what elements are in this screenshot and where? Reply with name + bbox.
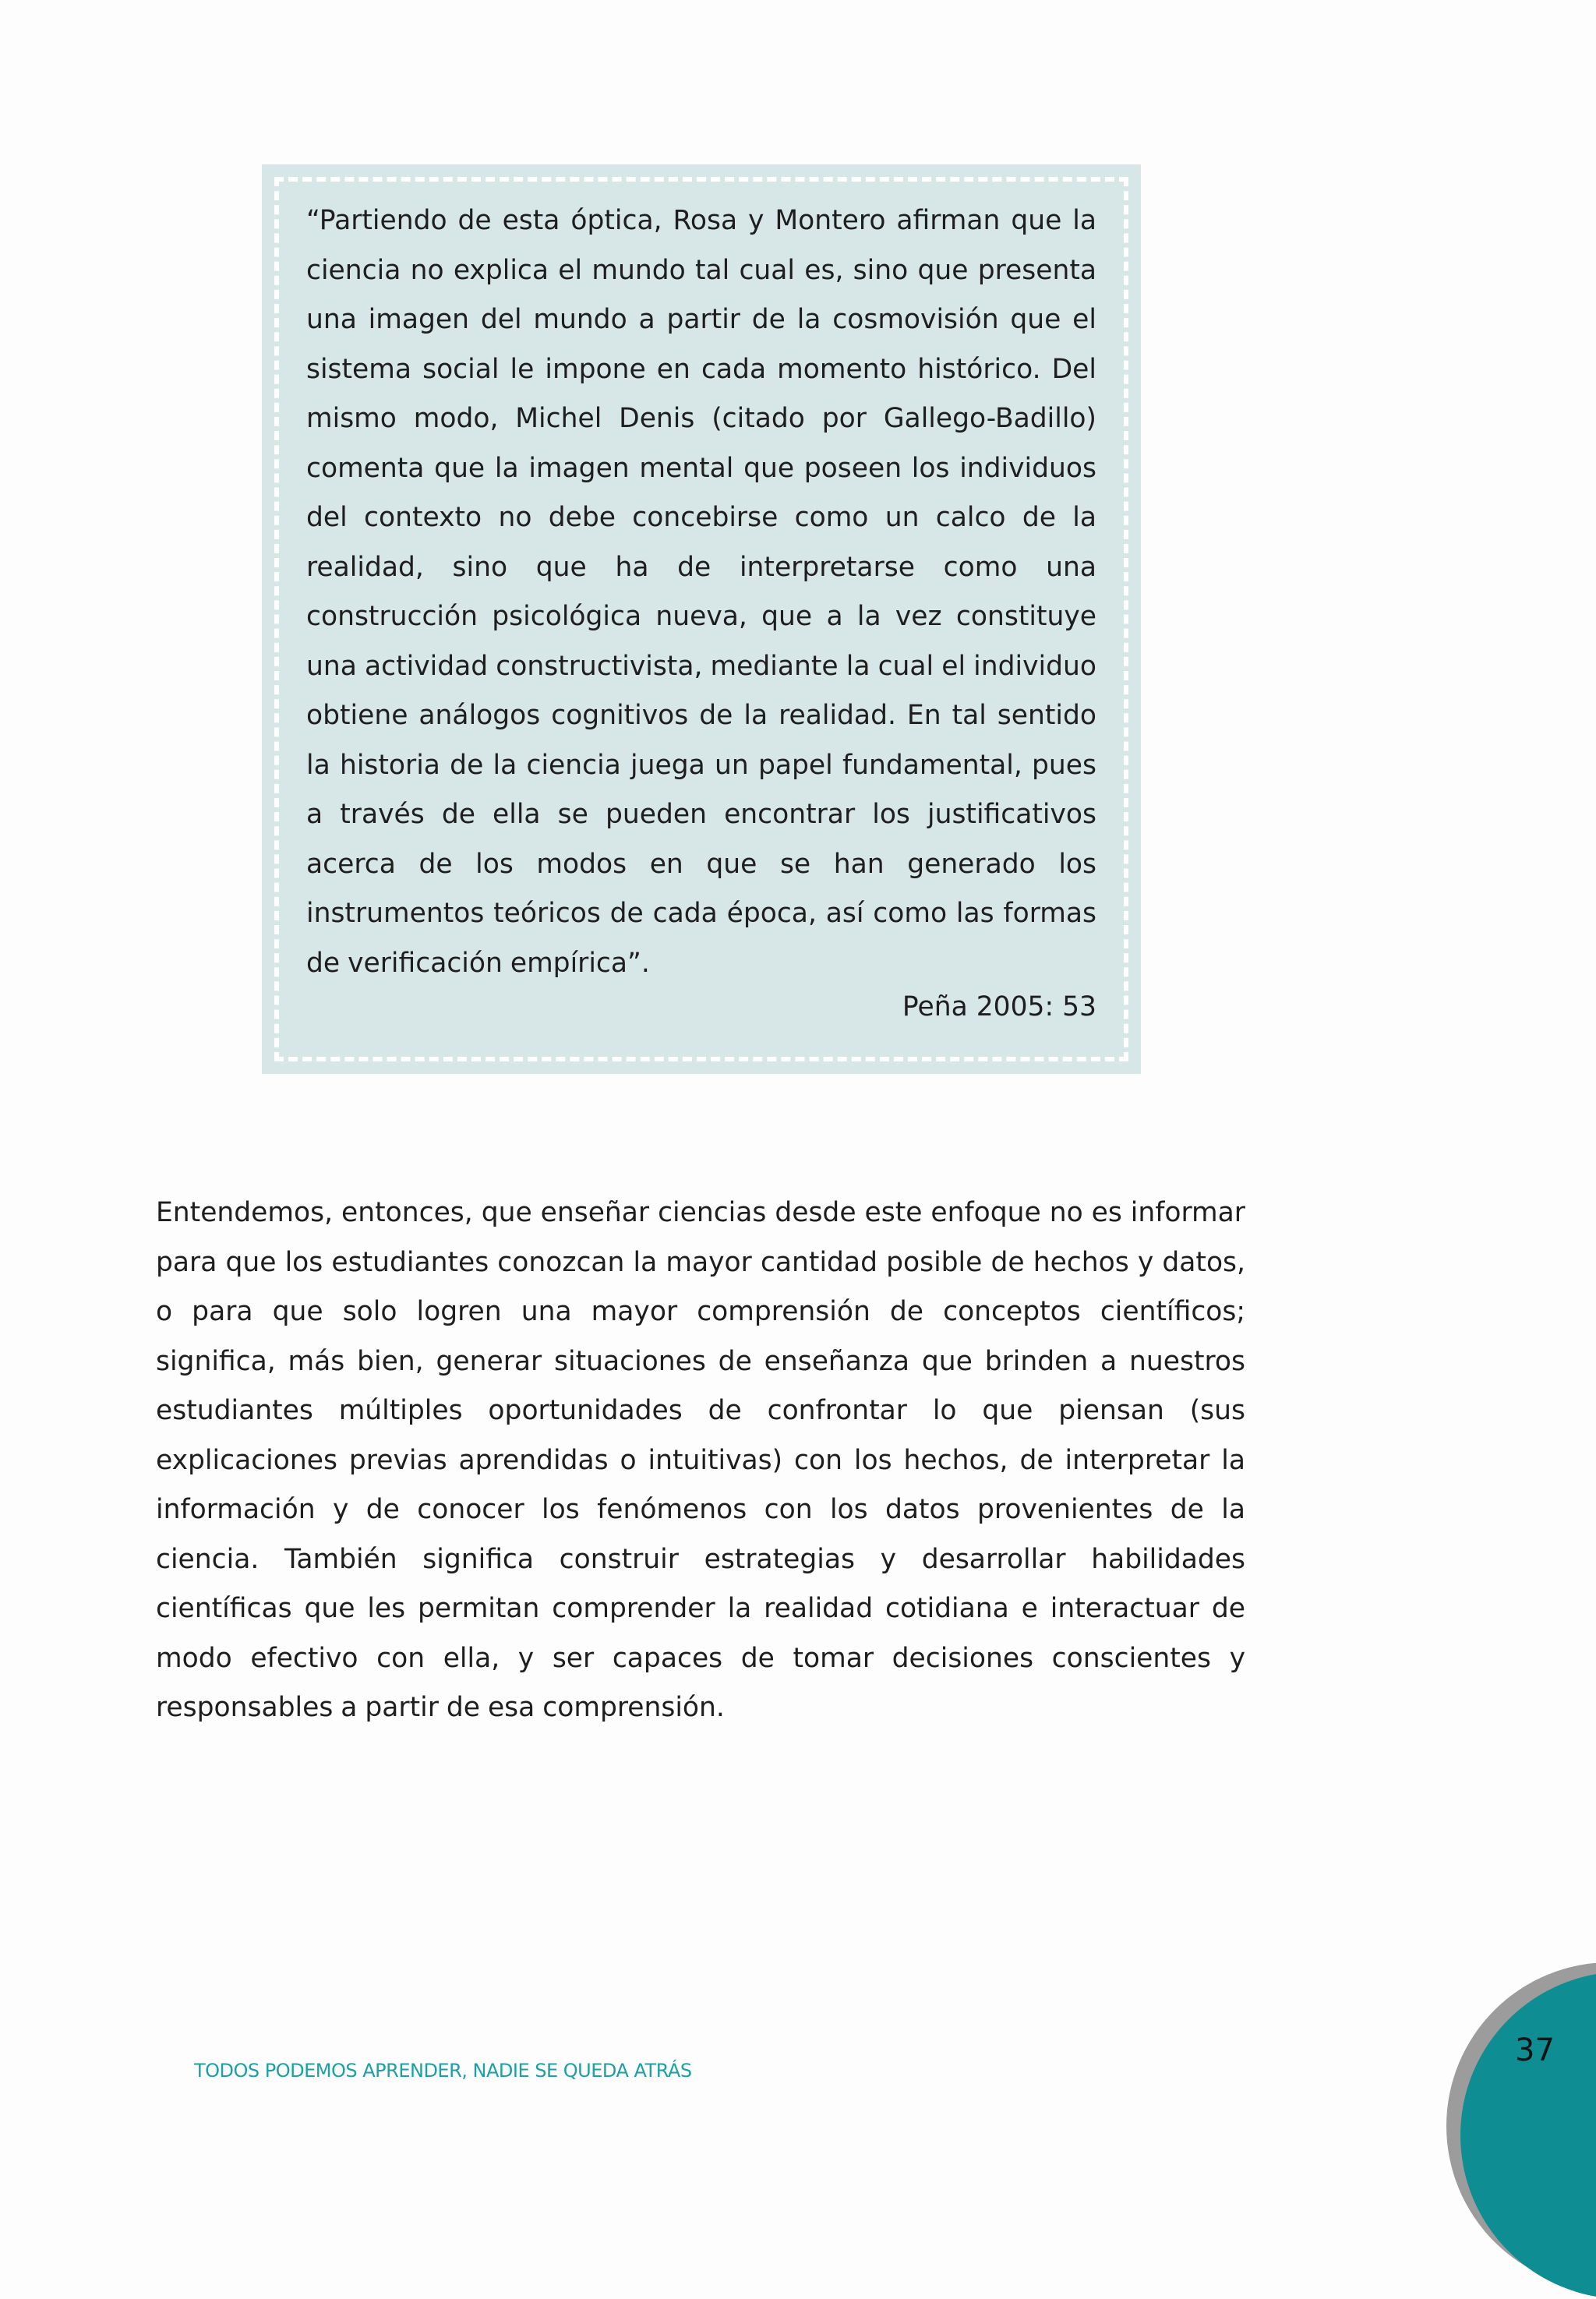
- footer-motto: TODOS PODEMOS APRENDER, NADIE SE QUEDA ATRÁS: [194, 2060, 692, 2082]
- quote-citation: Peña 2005: 53: [902, 991, 1096, 1022]
- quote-text: “Partiendo de esta óptica, Rosa y Montero afirman que la ciencia no explica el mundo tal cual es, sino que presenta una imagen del mundo a partir de la cosmovisión que el sistema social le impone en cada momento histórico. Del mismo modo, Michel Denis (citado por Gallego-Badillo) comenta que la imagen mental que poseen los individuos del contexto no debe concebirse como un calco de la realidad, sino que ha de interpretarse como una construcción psicológica nueva, que a la vez constituye una actividad constructivista, mediante la cual el individuo obtiene análogos cognitivos de la realidad. En tal sentido la historia de la ciencia juega un papel fundamental, pues a través de ella se pueden encontrar los justificativos acerca de los modos en que se han generado los instrumentos teóricos de cada época, así como las formas de verificación empírica”.: [306, 205, 1096, 979]
- quote-box: [262, 164, 1141, 1074]
- page-number-tab: [1460, 1972, 1596, 2299]
- body-paragraph: Entendemos, entonces, que enseñar ciencias desde este enfoque no es informar para que los estudiantes conozcan la mayor cantidad posible de hechos y datos, o para que solo logren una mayor comprensión de conceptos científicos; significa, más bien, generar situaciones de enseñanza que brinden a nuestros estudiantes múltiples oportunidades de confrontar lo que piensan (sus explicaciones previas aprendidas o intuitivas) con los hechos, de interpretar la información y de conocer los fenómenos con los datos provenientes de la ciencia. También significa construir estrategias y desarrollar habilidades científicas que les permitan comprender la realidad cotidiana e interactuar de modo efectivo con ella, y ser capaces de tomar decisiones conscientes y responsables a partir de esa comprensión.: [156, 1197, 1245, 1723]
- page-number: 37: [1515, 2032, 1555, 2068]
